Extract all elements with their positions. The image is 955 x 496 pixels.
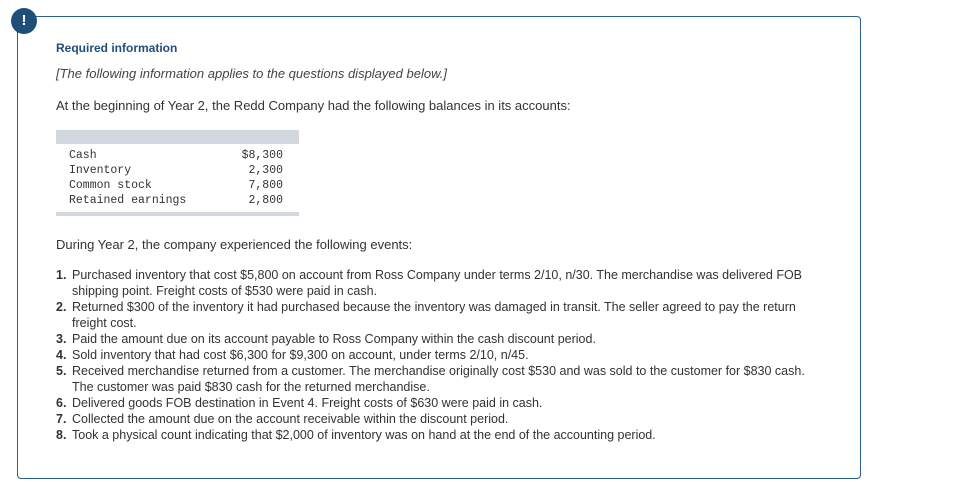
list-item [56,411,816,427]
event-number: 3. [56,332,67,346]
balances-grid [56,148,299,208]
event-number: 8. [56,428,67,442]
table-row [56,193,299,208]
account-amount: 7,800 [248,179,283,192]
account-amount: 2,800 [248,194,283,207]
list-item [56,347,816,363]
balances-table [56,130,299,216]
event-text: Delivered goods FOB destination in Event 4. Freight costs of $630 were paid in cash. [72,396,543,410]
list-item [56,427,816,443]
event-text: Sold inventory that had cost $6,300 for $9,300 on account, under terms 2/10, n/45. [72,348,529,362]
required-information-card [17,16,861,479]
event-number: 2. [56,300,67,314]
event-text: Paid the amount due on its account payable to Ross Company within the cash discount period. [72,332,596,346]
table-row [56,163,299,178]
table-row [56,178,299,193]
event-number: 7. [56,412,67,426]
alert-icon: ! [11,8,37,34]
list-item [56,331,816,347]
account-name: Retained earnings [69,194,187,207]
event-number: 4. [56,348,67,362]
table-footer-bar [56,212,299,216]
event-number: 1. [56,268,67,282]
account-name: Cash [69,149,97,162]
account-name: Inventory [69,164,132,177]
event-number: 6. [56,396,67,410]
list-item [56,267,816,299]
account-name: Common stock [69,179,152,192]
list-item [56,299,816,331]
table-header-bar [56,130,299,144]
event-text: Purchased inventory that cost $5,800 on account from Ross Company under terms 2/10, n/30. The merchandise was delivered FOB shipping point. Freight costs of $530 were paid in cash. [72,268,803,298]
event-number: 5. [56,364,67,378]
event-text: Took a physical count indicating that $2,000 of inventory was on hand at the end of the accounting period. [72,428,656,442]
balances-intro: At the beginning of Year 2, the Redd Company had the following balances in its accounts: [56,98,571,113]
event-text: Received merchandise returned from a customer. The merchandise originally cost $530 and was sold to the customer for $830 cash. The customer was paid $830 cash for the returned merchandise. [72,364,805,394]
account-amount: $8,300 [241,149,283,162]
account-amount: 2,300 [248,164,283,177]
event-text: Collected the amount due on the account receivable within the discount period. [72,412,509,426]
list-item [56,395,816,411]
table-row [56,148,299,163]
required-information-title: Required information [56,41,178,55]
event-text: Returned $300 of the inventory it had purchased because the inventory was damaged in transit. The seller agreed to pay the return freight cost. [72,300,796,330]
list-item [56,363,816,395]
events-intro: During Year 2, the company experienced the following events: [56,237,413,252]
instruction-note: [The following information applies to the questions displayed below.] [56,66,447,81]
events-list [56,267,816,443]
